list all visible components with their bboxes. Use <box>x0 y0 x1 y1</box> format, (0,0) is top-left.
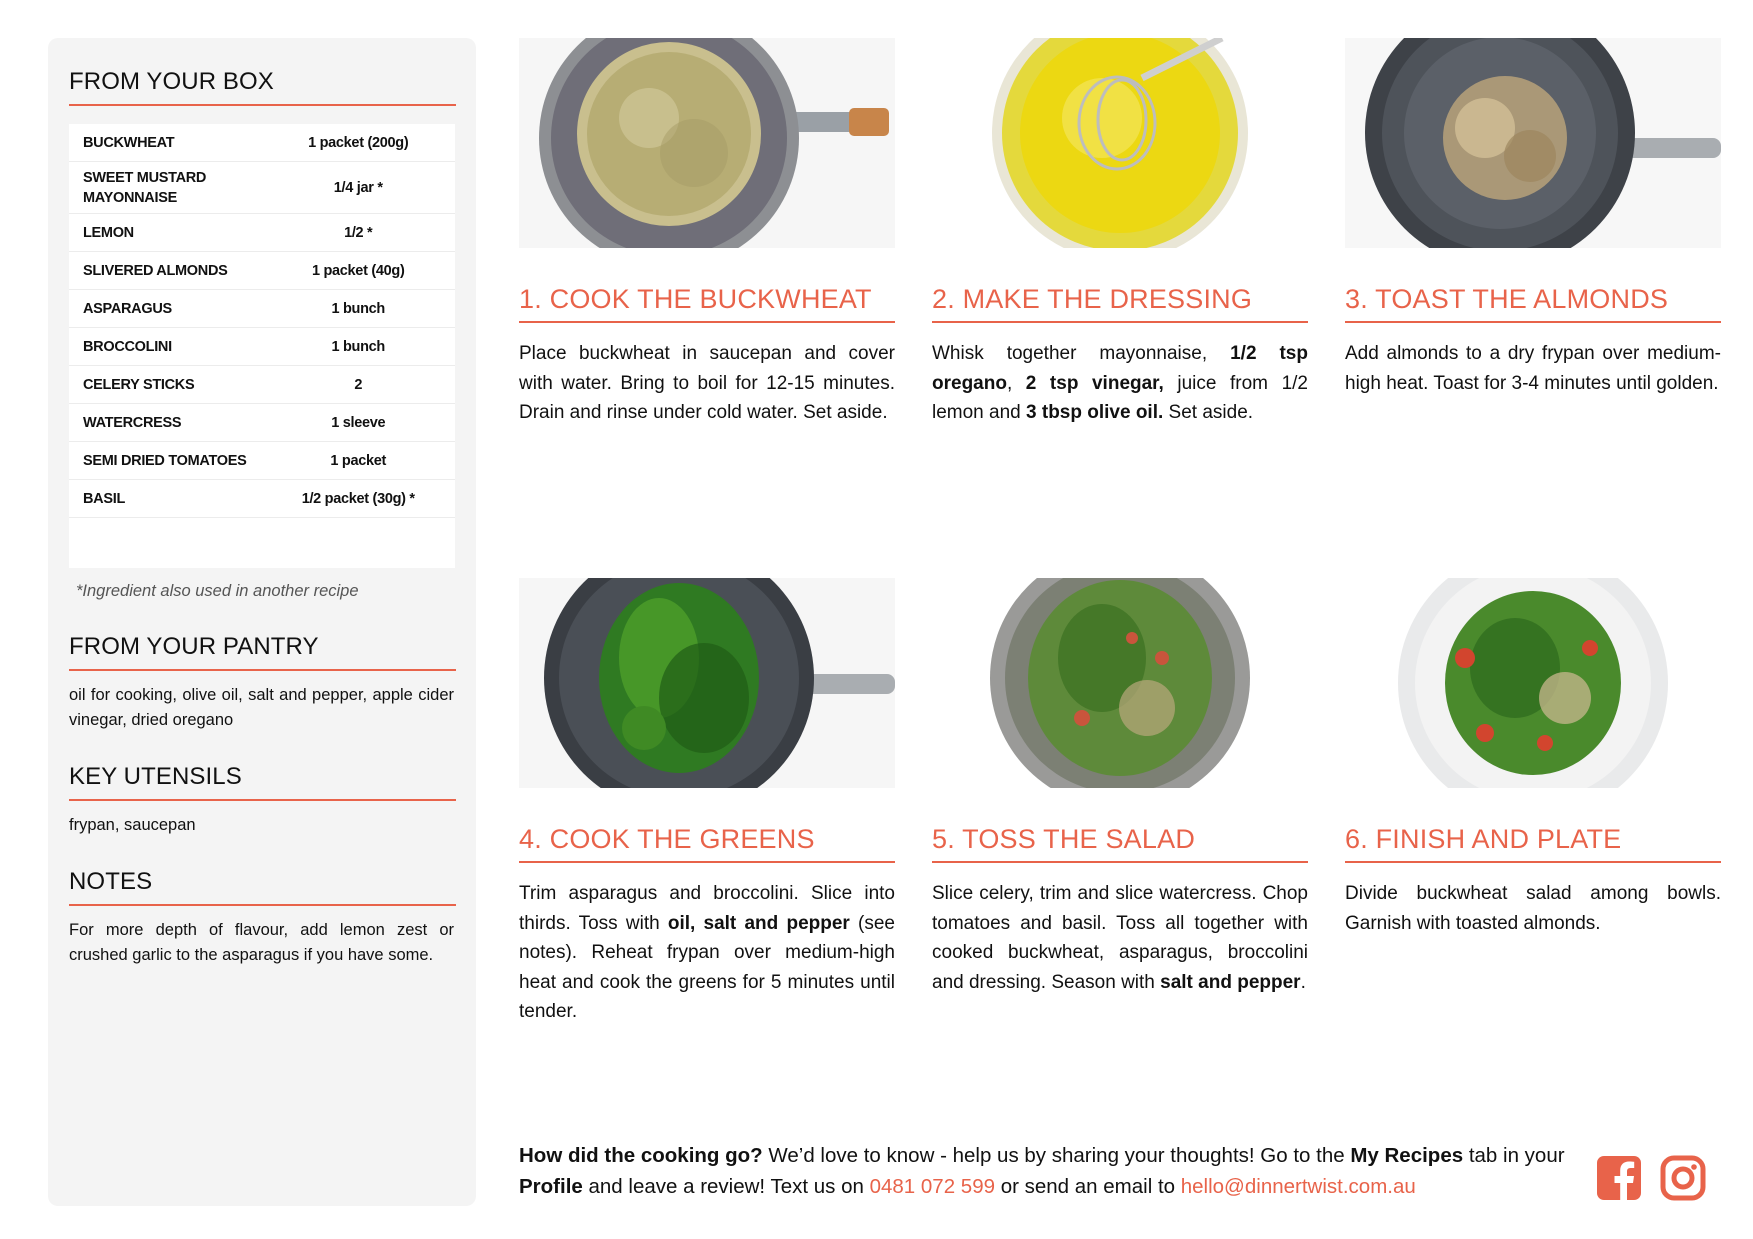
ingredients-table <box>69 124 455 568</box>
step-6 <box>1345 578 1721 938</box>
step-text-run: 3 tbsp olive oil. <box>1026 402 1164 423</box>
step-2-title: 2. MAKE THE DRESSING <box>932 284 1308 323</box>
ingredient-name: WATERCRESS <box>83 414 182 431</box>
step-6-photo <box>1345 578 1721 788</box>
ingredient-row <box>69 328 455 366</box>
ingredient-name: SLIVERED ALMONDS <box>83 262 228 279</box>
step-3-photo <box>1345 38 1721 248</box>
footer-text-1: We’d love to know - help us by sharing your thoughts! Go to the <box>762 1144 1351 1167</box>
step-3-title: 3. TOAST THE ALMONDS <box>1345 284 1721 323</box>
ingredient-name: CELERY STICKS <box>83 376 195 393</box>
ingredient-quantity: 1/2 packet (30g) * <box>301 490 415 507</box>
ingredient-row <box>69 480 455 518</box>
step-2-photo <box>932 38 1308 248</box>
instagram-icon[interactable] <box>1660 1155 1706 1206</box>
step-4 <box>519 578 895 1027</box>
feedback-footer <box>519 1140 1579 1202</box>
step-text-run: (see notes). Reheat frypan over medium-high heat and cook the greens for 5 minutes until tender. <box>519 912 895 1022</box>
step-text-run: Slice celery, trim and slice watercress. Chop tomatoes and basil. Toss all together with cooked buckwheat, asparagus, broccolini and dressing. Season with <box>932 883 1308 993</box>
step-3-text <box>1345 339 1721 398</box>
step-3 <box>1345 38 1721 398</box>
ingredient-name: ASPARAGUS <box>83 300 172 317</box>
ingredient-footnote: *Ingredient also used in another recipe <box>76 582 359 600</box>
footer-question: How did the cooking go? <box>519 1144 763 1167</box>
ingredient-row <box>69 366 455 404</box>
step-text-run: 1/2 tsp oregano <box>932 343 1308 394</box>
pantry-text: oil for cooking, olive oil, salt and pepper, apple cider vinegar, dried oregano <box>69 686 454 729</box>
key-utensils-heading: KEY UTENSILS <box>69 763 456 801</box>
ingredient-row <box>69 214 455 252</box>
step-5-photo <box>932 578 1308 788</box>
utensils-text: frypan, saucepan <box>69 816 196 834</box>
step-text-run: juice from 1/2 lemon and <box>932 372 1308 423</box>
step-text-run: . <box>1300 971 1306 993</box>
step-text-run: Trim asparagus and broccolini. Slice into thirds. Toss with <box>519 883 895 934</box>
step-4-title: 4. COOK THE GREENS <box>519 824 895 863</box>
ingredient-quantity: 1 sleeve <box>331 414 386 431</box>
step-text-run: , <box>1006 372 1026 394</box>
notes-heading: NOTES <box>69 868 456 906</box>
from-your-pantry-heading: FROM YOUR PANTRY <box>69 633 456 671</box>
phone-number[interactable]: 0481 072 599 <box>869 1175 995 1198</box>
ingredient-row <box>69 162 455 214</box>
ingredient-name: BASIL <box>83 490 126 507</box>
ingredient-quantity: 1/4 jar * <box>333 179 383 196</box>
ingredient-quantity: 1 bunch <box>331 300 385 317</box>
step-text-run: 2 tsp vinegar, <box>1025 372 1164 394</box>
step-1 <box>519 38 895 428</box>
footer-text-2: tab in your <box>1463 1144 1565 1167</box>
step-text-run: salt and pepper <box>1160 971 1301 993</box>
step-5-title: 5. TOSS THE SALAD <box>932 824 1308 863</box>
profile-label: Profile <box>519 1175 583 1198</box>
ingredient-quantity: 1 packet (200g) <box>308 134 409 151</box>
step-1-photo <box>519 38 895 248</box>
step-text-run: oil, salt and pepper <box>667 912 850 934</box>
ingredient-quantity: 1/2 * <box>344 224 373 241</box>
footer-text-3: and leave a review! Text us on <box>582 1175 870 1198</box>
ingredient-row <box>69 252 455 290</box>
ingredient-name: BROCCOLINI <box>83 338 172 355</box>
step-2 <box>932 38 1308 428</box>
ingredient-quantity: 1 packet <box>330 452 387 469</box>
ingredient-row <box>69 404 455 442</box>
step-text-run: Set aside. <box>1163 402 1254 423</box>
ingredient-name: SWEET MUSTARD MAYONNAISE <box>83 169 207 206</box>
step-text-run: Whisk together mayonnaise, <box>932 343 1231 364</box>
facebook-icon[interactable] <box>1596 1155 1642 1206</box>
step-5-text <box>932 879 1308 997</box>
ingredient-quantity: 1 bunch <box>331 338 385 355</box>
step-4-text <box>519 879 895 1027</box>
step-4-photo <box>519 578 895 788</box>
step-6-text <box>1345 879 1721 938</box>
step-1-title: 1. COOK THE BUCKWHEAT <box>519 284 895 323</box>
step-5 <box>932 578 1308 997</box>
step-text-run: Divide buckwheat salad among bowls. Garnish with toasted almonds. <box>1345 883 1721 934</box>
ingredient-name: BUCKWHEAT <box>83 134 175 151</box>
footer-text-4: or send an email to <box>995 1175 1181 1198</box>
ingredient-quantity: 1 packet (40g) <box>311 262 405 279</box>
ingredient-row <box>69 290 455 328</box>
ingredient-name: SEMI DRIED TOMATOES <box>83 452 247 469</box>
ingredient-quantity: 2 <box>354 376 363 393</box>
notes-text: For more depth of flavour, add lemon zest or crushed garlic to the asparagus if you have some. <box>69 921 454 964</box>
from-your-box-heading: FROM YOUR BOX <box>69 68 456 106</box>
step-text-run: Place buckwheat in saucepan and cover with water. Bring to boil for 12-15 minutes. Drain and rinse under cold water. Set aside. <box>519 343 895 423</box>
ingredient-name: LEMON <box>83 224 134 241</box>
step-6-title: 6. FINISH AND PLATE <box>1345 824 1721 863</box>
email-link[interactable]: hello@dinnertwist.com.au <box>1180 1175 1416 1198</box>
ingredients-sidebar <box>48 38 476 1206</box>
ingredient-row <box>69 124 455 162</box>
step-2-text <box>932 339 1308 428</box>
step-text-run: Add almonds to a dry frypan over medium-high heat. Toast for 3-4 minutes until golden. <box>1345 343 1721 394</box>
ingredient-row <box>69 442 455 480</box>
step-1-text <box>519 339 895 428</box>
my-recipes-label: My Recipes <box>1350 1144 1464 1167</box>
